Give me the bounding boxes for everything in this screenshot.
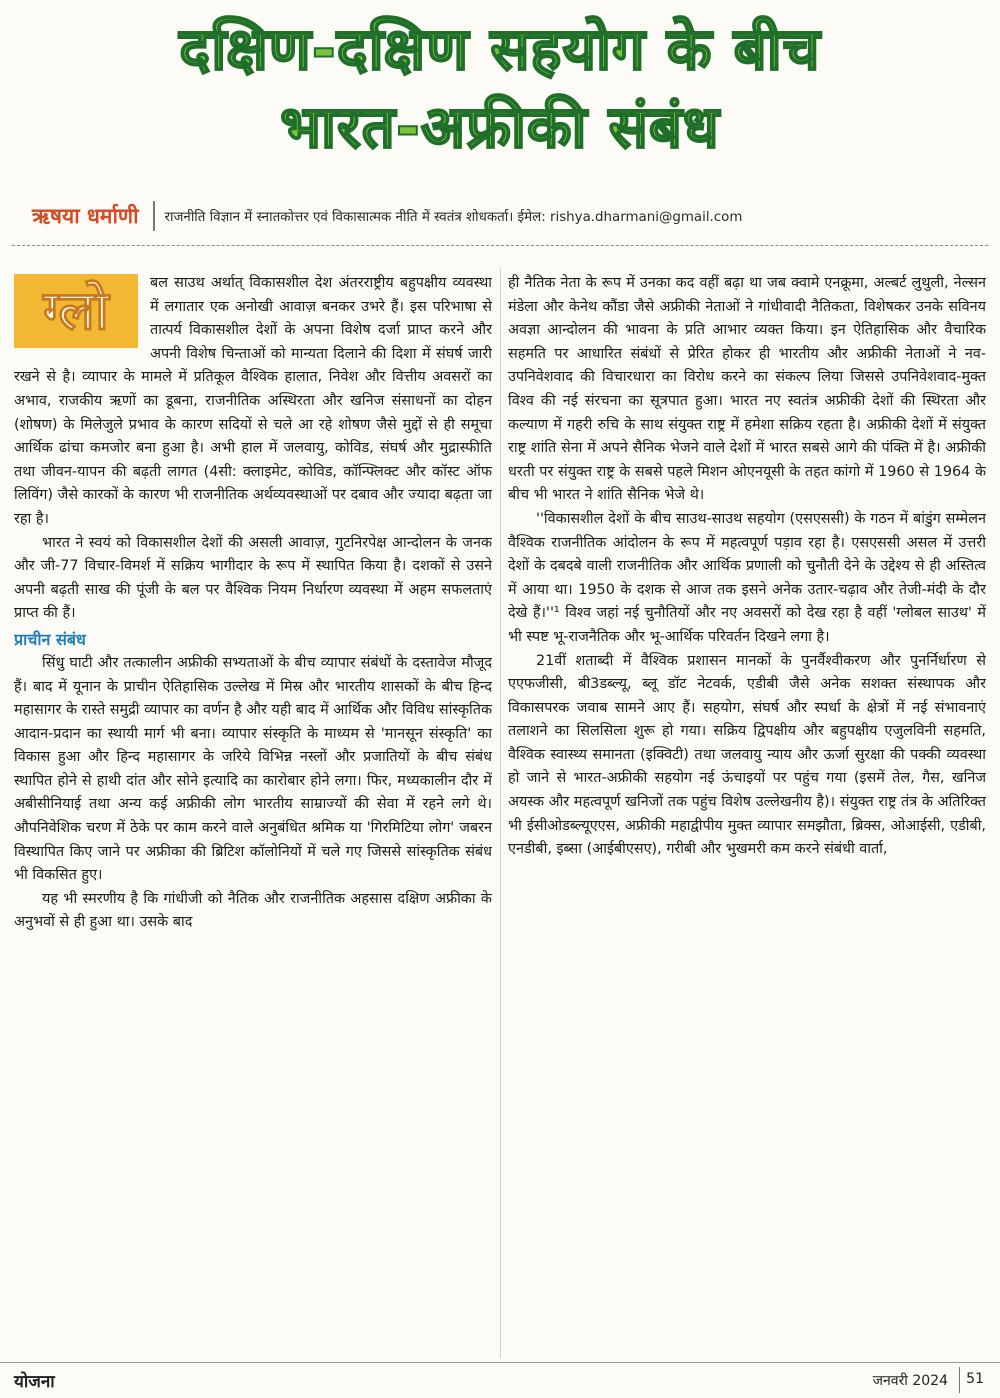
author-bio: राजनीति विज्ञान में स्नातकोत्तर एवं विकासात्मक नीति में स्वतंत्र शोधकर्ता। ईमेल: rishya.dharmani@gmail.com [164, 210, 743, 225]
author-name: ऋषया धर्माणी [32, 204, 139, 228]
paragraph: बल साउथ अर्थात् विकासशील देश अंतरराष्ट्रीय बहुपक्षीय व्यवस्था में लगातार एक अनोखी आवाज़ बनकर उभरे हैं। इस परिभाषा से तात्पर्य विकासशील देशों के अपना विशेष दर्जा प्राप्त करने और अपनी विशेष चिन्ताओं को मान्यता दिलाने की दिशा में संघर्ष जारी रखने से है। व्यापार के मामले में प्रतिकूल वैश्विक हालात, निवेश और वित्तीय अवसरों का अभाव, राजकीय ऋणों का डूबना, राजनीतिक अस्थिरता और खनिज संसाधनों का दोहन (शोषण) के मिलेजुले प्रभाव के कारण सदियों से चले आ रहे शोषण जैसे मुद्दों से ही समूचा आर्थिक ढांचा कमजोर बना हुआ है। अभी हाल में जलवायु, कोविड, संघर्ष और मुद्रास्फीति तथा जीवन-यापन की बढ़ती लागत (4सी: क्लाइमेट, कोविड, कॉन्फ्लिक्ट और कॉस्ट ऑफ लिविंग) जैसे कारकों के कारण भी राजनीतिक अर्थव्यवस्थाओं पर दबाव और ज्यादा बढ़ता जा रहा है। [14, 275, 492, 527]
article-headline [0, 10, 1000, 166]
paragraph: 21वीं शताब्दी में वैश्विक प्रशासन मानकों के पुनर्वैश्वीकरण और पुनर्निर्धारण से एएफजीसी, बी3डब्ल्यू, ब्लू डॉट नेटवर्क, एडीबी जैसे अनेक सशक्त संस्थापक और विकासपरक जवाब सामने आए हैं। सहयोग, संघर्ष और स्पर्धा के क्षेत्रों में नई संभावनाएं तलाशने का सिलसिला शुरू हो गया। सक्रिय द्विपक्षीय और बहुपक्षीय एजुलविनी सहमति, वैश्विक स्वास्थ्य समानता (इक्विटी) तथा जलवायु न्याय और ऊर्जा सुरक्षा की पक्की व्यवस्था हो जाने से भारत-अफ्रीकी सहयोग नई ऊंचाइयों पर पहुंच गया (इसमें तेल, गैस, खनिज अयस्क और महत्वपूर्ण खनिजों तक पहुंच विशेष उल्लेखनीय है)। संयुक्त राष्ट्र तंत्र के अतिरिक्त भी ईसीओडब्ल्यूएएस, अफ्रीकी महाद्वीपीय मुक्त व्यापार समझौता, ब्रिक्स, ओआईसी, एडीबी, एनडीबी, इब्सा (आईबीएसए), गरीबी और भुखमरी कम करने संबंधी वार्ता, [508, 652, 986, 858]
headline-line-2: भारत-अफ्रीकी संबंध [280, 93, 720, 161]
paragraph: सिंधु घाटी और तत्कालीन अफ्रीकी सभ्यताओं के बीच व्यापार संबंधों के दस्तावेज मौजूद हैं। बाद में यूनान के प्राचीन ऐतिहासिक उल्लेख में मिस्र और भारतीय शासकों के बीच हिन्द महासागर के रास्ते समुद्री व्यापार का वर्णन है और यही बाद में आर्थिक और विविध सांस्कृतिक आदान-प्रदान का स्थायी मार्ग भी बना। व्यापार संस्कृति के माध्यम से 'मानसून संस्कृति' का विकास हुआ और हिन्द महासागर के जरिये विभिन्न नस्लों और प्रजातियों के बीच संबंध स्थापित होने से हाथी दांत और सोने इत्यादि का कारोबार होने लगा। फिर, मध्यकालीन दौर में अबीसीनियाई तथा अन्य कई अफ्रीकी लोग भारतीय साम्राज्यों की सेवा में रहने लगे थे। औपनिवेशिक चरण में ठेके पर काम करने वाले अनुबंधित श्रमिक या 'गिरमिटिया लोग' जबरन विस्थापित किए जाने पर अफ्रीका की ब्रिटिश कॉलोनियों में चले गए जिससे सांस्कृतिक संबंध भी विकसित हुए। [14, 654, 492, 884]
paragraph: भारत ने स्वयं को विकासशील देशों की असली आवाज़, गुटनिरपेक्ष आन्दोलन के जनक और जी-77 विचार-विमर्श में सक्रिय भागीदार के रूप में स्थापित किया है। दशकों से उसने अपनी बढ़ती साख की पूंजी के बल पर वैश्विक नियम निर्धारण व्यवस्था में अहम सफलताएं प्राप्त की हैं। [14, 534, 492, 622]
left-column [14, 272, 492, 1357]
magazine-name: योजना [14, 1372, 55, 1392]
paragraph: यह भी स्मरणीय है कि गांधीजी को नैतिक और राजनीतिक अहसास दक्षिण अफ्रीका के अनुभवों से ही हुआ था। उसके बाद [14, 890, 492, 931]
paragraph: ही नैतिक नेता के रूप में उनका कद वहीं बढ़ा था जब क्वामे एनक्रूमा, अल्बर्ट लुथुली, नेल्सन मंडेला और केनेथ कौंडा जैसे अफ्रीकी नेताओं ने गांधीवादी नैतिकता, विशेषकर उनके सविनय अवज्ञा आन्दोलन की भावना के प्रति आभार व्यक्त किया। इन ऐतिहासिक और वैचारिक सहमति पर आधारित संबंधों से प्रेरित होकर ही भारतीय और अफ्रीकी नेताओं ने नव-उपनिवेशवाद की विचारधारा का विरोध करने का संकल्प लिया जिससे उपनिवेशवाद-मुक्त विश्व की नई संरचना का सूत्रपात हुआ। भारत नए स्वतंत्र अफ्रीकी देशों की स्थिरता और कल्याण में गहरी रुचि के साथ संयुक्त राष्ट्र में हमेशा सक्रिय रहता है। अफ्रीकी देशों में संयुक्त राष्ट्र शांति सेना में अपने सैनिक भेजने वाले देशों में भारत सबसे आगे की पंक्ति में है। अफ्रीकी धरती पर संयुक्त राष्ट्र के सबसे पहले मिशन ओएनयूसी के तहत कांगो में 1960 से 1964 के बीच भी भारत ने शांति सैनिक भेजे थे। [508, 275, 986, 504]
byline-rule [12, 245, 988, 246]
headline-line-1: दक्षिण-दक्षिण सहयोग के बीच [179, 15, 821, 83]
page-footer [0, 1362, 1000, 1398]
right-column [508, 272, 986, 1357]
issue-date: जनवरी 2024 [872, 1373, 948, 1389]
paragraph: ''विकासशील देशों के बीच साउथ-साउथ सहयोग (एसएससी) के गठन में बांडुंग सम्मेलन वैश्विक राजनीतिक आंदोलन के रूप में महत्वपूर्ण पड़ाव रहा है। एसएससी असल में उत्तरी देशों के दबदबे वाली राजनीतिक और आर्थिक प्रणाली को चुनौती देने के उद्देश्य से ही अस्तित्व में आया था। 1950 के दशक से आज तक इसने अनेक उतार-चढ़ाव और तेजी-मंदी के दौर देखे हैं।''¹ विश्व जहां नई चुनौतियों और नए अवसरों को देख रहा है वहीं 'ग्लोबल साउथ' में भी स्पष्ट भू-राजनैतिक और भू-आर्थिक परिवर्तन दिखने लगा है। [508, 510, 986, 645]
dropcap: ग्लो [14, 274, 138, 348]
footer-divider [959, 1367, 960, 1393]
byline [12, 194, 988, 238]
column-divider [500, 268, 501, 1358]
page-number: 51 [966, 1371, 984, 1387]
section-heading: प्राचीन संबंध [14, 629, 86, 649]
byline-divider [153, 201, 155, 231]
